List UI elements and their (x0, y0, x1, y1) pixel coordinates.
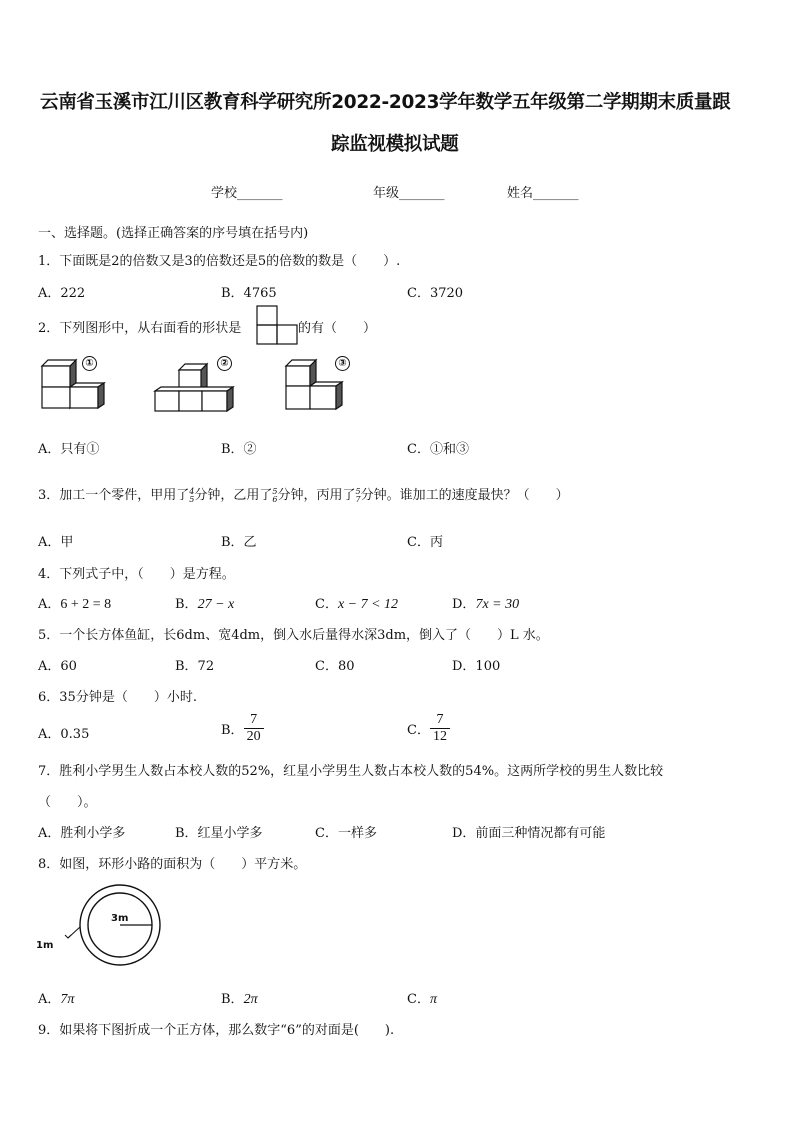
option-letter: B． (221, 992, 244, 1007)
name-field: 姓名_______ (507, 186, 579, 201)
question-7 (38, 760, 663, 779)
option-letter: A． (38, 597, 61, 612)
option-letter: B． (175, 597, 198, 612)
q3-option-a: A．甲 (38, 535, 74, 550)
question-number: 1． (38, 254, 60, 269)
question-9 (38, 1019, 394, 1038)
question-2 (38, 317, 241, 336)
option-letter: D． (452, 597, 476, 612)
fraction-denominator: 20 (244, 728, 264, 745)
question-text: 如果将下图折成一个正方体，那么数字“6”的对面是( ). (59, 1023, 395, 1038)
question-number: 9． (38, 1023, 60, 1038)
option-expression: x − 7 < 12 (337, 597, 399, 612)
fraction-numerator: 5 (272, 486, 278, 496)
fraction-denominator: 12 (430, 728, 450, 745)
grade-field: 年级_______ (373, 186, 445, 201)
q4-option-a (38, 593, 111, 613)
q4-option-c (315, 593, 398, 613)
figure-label-1: ① (82, 356, 97, 371)
q6-option-a: A．0.35 (38, 727, 90, 742)
question-text: 如图，环形小路的面积为（ ）平方米。 (59, 857, 307, 872)
ring-width-label: 1m (36, 940, 54, 951)
fraction-numerator: 7 (250, 712, 258, 727)
option-letter: C． (315, 597, 338, 612)
q1-option-c: C．3720 (407, 286, 464, 301)
question-text-part: 分钟，丙用了 (277, 488, 356, 503)
school-field: 学校_______ (211, 186, 283, 201)
question-number: 7． (38, 764, 60, 779)
q2-option-b: B．② (221, 442, 257, 457)
fraction-numerator: 4 (189, 486, 195, 496)
q2-option-a: A．只有① (38, 442, 100, 457)
option-expression: 7π (60, 992, 75, 1007)
question-8 (38, 853, 306, 872)
option-letter: C． (407, 992, 430, 1007)
page-title-line2: 踪监视模拟试题 (331, 134, 459, 155)
question-number: 2． (38, 321, 60, 336)
question-7-continued: （ ）。 (38, 795, 97, 810)
option-fraction (244, 712, 264, 745)
q5-option-b: B．72 (175, 659, 215, 674)
question-text-after: 的有（ ） (298, 321, 377, 336)
fraction-denominator: 7 (355, 494, 361, 504)
q7-option-d: D．前面三种情况都有可能 (452, 826, 606, 841)
page-title-line1: 云南省玉溪市江川区教育科学研究所2022-2023学年数学五年级第二学期期末质量跟 (40, 92, 731, 113)
question-5 (38, 624, 549, 643)
q5-option-c: C．80 (315, 659, 355, 674)
question-6 (38, 686, 197, 705)
q4-option-b (175, 593, 234, 613)
q8-option-a (38, 988, 74, 1008)
q3-option-c: C．丙 (407, 535, 443, 550)
option-letter: B． (221, 723, 244, 738)
question-text: 一个长方体鱼缸，长6dm、宽4dm，倒入水后量得水深3dm，倒入了（ ）L 水。 (59, 628, 549, 643)
q7-option-a: A．胜利小学多 (38, 826, 126, 841)
q5-option-a: A．60 (38, 659, 77, 674)
option-expression: 7x = 30 (475, 597, 520, 612)
q7-option-b: B．红星小学多 (175, 826, 263, 841)
q4-option-d (452, 593, 519, 613)
question-text: 35分钟是（ ）小时. (59, 690, 197, 705)
option-letter: A． (38, 992, 61, 1007)
q1-option-a: A．222 (38, 286, 86, 301)
figure-label-2: ② (217, 356, 232, 371)
q5-option-d: D．100 (452, 659, 501, 674)
q1-option-b: B．4765 (221, 286, 277, 301)
fraction-numerator: 7 (436, 712, 444, 727)
q7-option-c: C．一样多 (315, 826, 377, 841)
option-expression: 6 + 2 = 8 (60, 597, 112, 612)
q3-option-b: B．乙 (221, 535, 257, 550)
fraction-numerator: 5 (355, 486, 361, 496)
question-number: 3． (38, 488, 60, 503)
q6-option-c (407, 712, 450, 745)
option-expression: 2π (243, 992, 258, 1007)
question-text-part: 分钟。谁加工的速度最快？（ ） (360, 488, 569, 503)
section-heading: 一、选择题。(选择正确答案的序号填在括号内) (38, 226, 309, 241)
q8-option-b (221, 988, 258, 1008)
option-expression: π (429, 992, 437, 1007)
q2-option-c: C．①和③ (407, 442, 469, 457)
question-number: 4． (38, 567, 60, 582)
fraction-denominator: 5 (189, 494, 195, 504)
question-number: 5． (38, 628, 60, 643)
q8-option-c (407, 988, 437, 1008)
question-text-part: 加工一个零件，甲用了 (59, 488, 190, 503)
right-view-shape-figure (256, 305, 300, 345)
inner-radius-label: 3m (111, 913, 129, 924)
figure-label-3: ③ (335, 356, 350, 371)
option-fraction (430, 712, 450, 745)
q6-option-b (221, 712, 264, 745)
question-3 (38, 484, 569, 504)
question-4 (38, 563, 235, 582)
question-text: 下列式子中，（ ）是方程。 (59, 567, 235, 582)
fraction-denominator: 6 (272, 494, 278, 504)
ring-path-figure (34, 878, 154, 978)
question-1 (38, 250, 400, 269)
option-expression: 27 − x (197, 597, 235, 612)
question-text: 下面既是2的倍数又是3的倍数还是5的倍数的数是（ ）. (59, 254, 401, 269)
question-text-part: 分钟，乙用了 (194, 488, 273, 503)
question-number: 6． (38, 690, 60, 705)
question-number: 8． (38, 857, 60, 872)
question-text-before: 下列图形中，从右面看的形状是 (59, 321, 242, 336)
cube-figure-1 (40, 356, 120, 416)
question-text: 胜利小学男生人数占本校人数的52%，红星小学男生人数占本校人数的54%。这两所学校的男生人数比较 (59, 764, 664, 779)
option-letter: C． (407, 723, 430, 738)
